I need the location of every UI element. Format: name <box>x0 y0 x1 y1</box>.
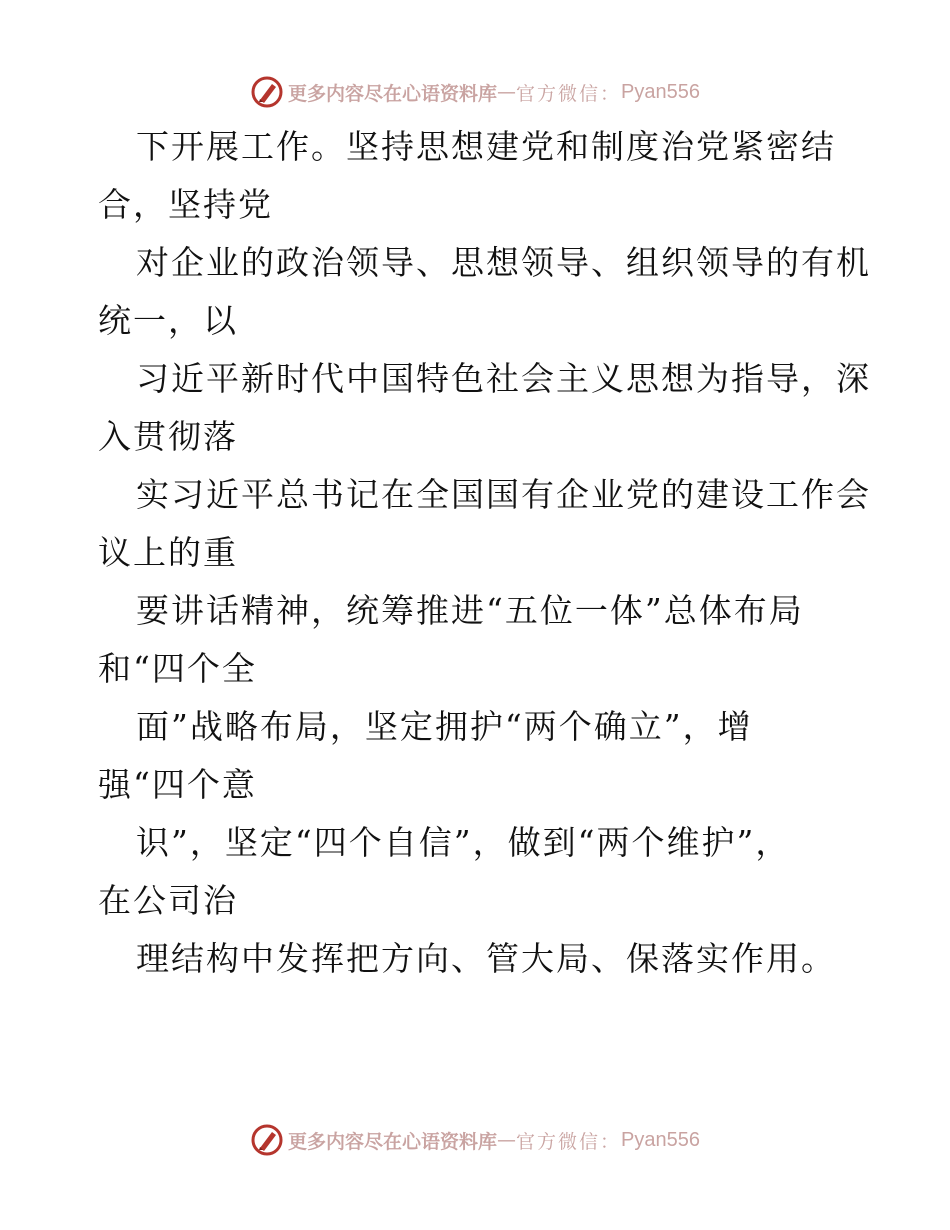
header-watermark-banner <box>0 72 950 112</box>
pen-logo-icon <box>250 1123 284 1157</box>
body-line: 入贯彻落 <box>98 417 238 456</box>
body-line: 在公司治 <box>98 881 238 920</box>
body-line: 面”战略布局，坚定拥护“两个确立”，增 <box>136 707 753 746</box>
watermark-wechat-label: 官方微信： <box>516 82 622 105</box>
body-line: 对企业的政治领导、思想领导、组织领导的有机 <box>136 243 871 282</box>
footer-watermark-banner <box>0 1120 950 1160</box>
body-line: 强“四个意 <box>98 765 257 804</box>
body-line: 议上的重 <box>98 533 238 572</box>
body-line: 统一，以 <box>98 301 238 340</box>
body-line: 习近平新时代中国特色社会主义思想为指导，深 <box>136 359 871 398</box>
watermark-wechat-id: Pyan556 <box>621 1128 700 1151</box>
body-line: 识”，坚定“四个自信”，做到“两个维护”， <box>136 823 791 862</box>
body-line: 实习近平总书记在全国国有企业党的建设工作会 <box>136 475 871 514</box>
body-line: 要讲话精神，统筹推进“五位一体”总体布局 <box>136 591 804 630</box>
watermark-wechat-id: Pyan556 <box>621 80 700 103</box>
document-body <box>98 118 871 988</box>
watermark-wechat-label: 官方微信： <box>516 1130 622 1153</box>
watermark-dash: — <box>497 1129 517 1151</box>
body-line: 合，坚持党 <box>98 185 273 224</box>
body-line: 和“四个全 <box>98 649 257 688</box>
watermark-site-name: 更多内容尽在心语资料库 <box>288 1130 498 1153</box>
watermark-dash: — <box>497 81 517 103</box>
body-line: 下开展工作。坚持思想建党和制度治党紧密结 <box>136 127 836 166</box>
body-line: 理结构中发挥把方向、管大局、保落实作用。 <box>136 939 836 978</box>
watermark-site-name: 更多内容尽在心语资料库 <box>288 82 498 105</box>
pen-logo-icon <box>250 75 284 109</box>
